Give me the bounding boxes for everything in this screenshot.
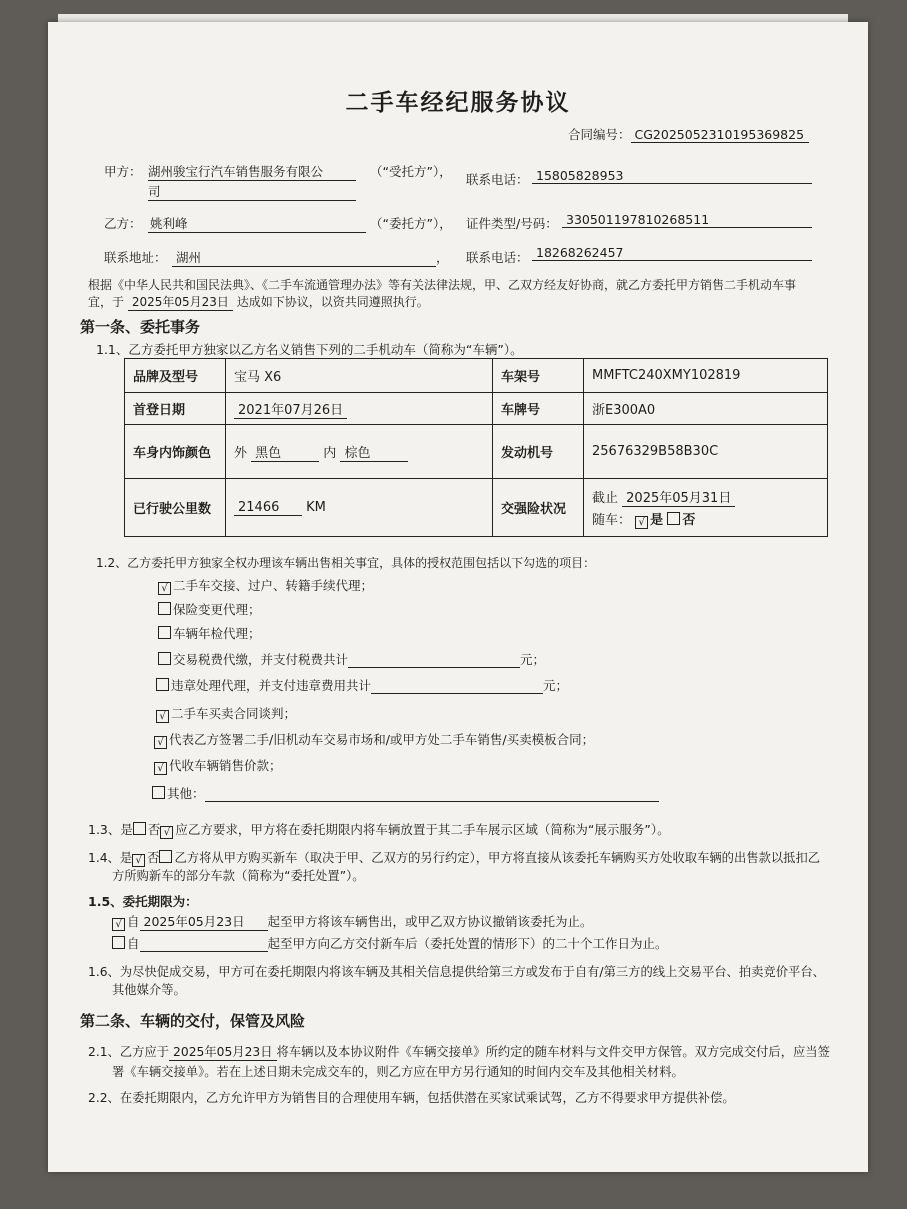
mileage-cell (226, 479, 493, 537)
party-a-role: （“受托方”）， (370, 164, 452, 179)
intro-line2-prefix: 宜，于 (88, 295, 125, 309)
clause-1-4-text: 乙方将从甲方购买新车（取决于甲、乙双方的另行约定），甲方将直接从该委托车辆购买方处收取车辆的出售款以抵扣乙 (174, 851, 821, 865)
party-a-phone: 15805828953 (532, 168, 812, 184)
plate-label: 车牌号 (493, 393, 584, 425)
exterior-color: 黑色 (251, 442, 319, 462)
brand-label: 品牌及型号 (125, 359, 226, 393)
party-b-phone: 18268262457 (532, 245, 812, 261)
auth-item-collect-payment (154, 756, 282, 775)
auth-label-inspection: 车辆年检代理； (173, 626, 261, 641)
table-row (125, 479, 828, 537)
auth-item-insurance (158, 600, 261, 618)
auth-label-collect-payment: 代收车辆销售价款； (169, 758, 282, 773)
table-row (125, 393, 828, 425)
clause-1-3-no-checkbox[interactable]: √ (160, 826, 173, 839)
auth-label-transfer: 二手车交接、过户、转籍手续代理； (173, 578, 374, 593)
term-option-1-checkbox[interactable]: √ (112, 918, 125, 931)
auth-checkbox-transfer[interactable]: √ (158, 582, 171, 595)
auth-label-other: 其他： (167, 786, 205, 801)
intro-line2-suffix: 达成如下协议，以资共同遵照执行。 (236, 295, 429, 309)
clause-2-1 (88, 1042, 830, 1061)
article2-heading: 第二条、车辆的交付，保管及风险 (80, 1012, 306, 1030)
clause-1-4-no-label: 否 (147, 851, 160, 865)
interior-label: 内 (323, 445, 337, 461)
auth-checkbox-sign-contract[interactable]: √ (154, 736, 167, 749)
auth-label-insurance: 保险变更代理； (173, 602, 261, 617)
clause-1-3-prefix: 1.3、是 (88, 822, 133, 837)
plate-value: 浙E300A0 (584, 393, 828, 425)
auth-checkbox-other[interactable] (152, 786, 165, 799)
party-b-name: 姚利峰 (148, 214, 366, 233)
vehicle-info-table (124, 358, 828, 537)
insurance-cell (584, 479, 828, 537)
clause-1-3-no-label: 否 (147, 822, 161, 837)
clause-1-4-prefix: 1.4、是 (88, 851, 133, 865)
clause-1-3-text: 应乙方要求，甲方将在委托期限内将车辆放置于其二手车展示区域（简称为“展示服务”）。 (175, 822, 670, 837)
clause-1-3 (88, 820, 670, 839)
party-a-phone-label: 联系电话： (466, 172, 529, 187)
with-car-row (592, 509, 819, 529)
contract-number-value: CG2025052310195369825 (631, 127, 809, 143)
violation-unit: 元； (543, 678, 569, 693)
auth-label-violation: 违章处理代理，并支付违章费用共计 (171, 678, 372, 693)
clause-1-6-line2: 其他媒介等。 (112, 983, 186, 997)
clause-2-1-line2: 署《车辆交接单》。若在上述日期未完成交车的，则乙方应在甲方另行通知的时间内交车及其他相关材料。 (112, 1065, 684, 1079)
clause-2-2: 2.2、在委托期限内，乙方允许甲方为销售目的合理使用车辆，包括供潜在买家试乘试驾，乙方不得要求甲方提供补偿。 (88, 1091, 735, 1105)
table-row (125, 425, 828, 479)
term-option-2-checkbox[interactable] (112, 936, 125, 949)
party-a-name-line1: 湖州骏宝行汽车销售服务有限公 (148, 162, 356, 181)
party-b-label: 乙方： (104, 216, 142, 231)
with-car-yes-label: 是 (650, 512, 664, 528)
with-car-no-label: 否 (682, 512, 696, 528)
auth-item-sign-contract (154, 730, 594, 749)
contract-number-label: 合同编号： (568, 127, 631, 142)
other-blank (205, 787, 659, 802)
party-a-name-line2: 司 (148, 182, 356, 201)
document-title: 二手车经纪服务协议 (345, 90, 571, 116)
intro-line2 (88, 293, 429, 311)
with-car-yes-checkbox[interactable]: √ (635, 516, 648, 529)
party-a-label: 甲方： (104, 164, 142, 179)
agreement-date: 2025年05月23日 (128, 293, 233, 311)
term-option-2-from: 自 (127, 936, 140, 951)
clause-1-1: 1.1、乙方委托甲方独家以乙方名义销售下列的二手机动车（简称为“车辆”）。 (96, 342, 523, 357)
interior-color: 棕色 (340, 442, 408, 462)
clause-1-5-heading: 1.5、委托期限为： (88, 894, 198, 909)
with-car-label: 随车： (592, 512, 632, 528)
auth-label-tax: 交易税费代缴，并支付税费共计 (173, 652, 349, 667)
contract-number (568, 125, 809, 143)
insurance-until-row (592, 487, 819, 507)
term-option-1 (112, 912, 593, 931)
clause-2-1-prefix: 2.1、乙方应于 (88, 1045, 170, 1059)
mileage-unit: KM (306, 499, 326, 515)
term-option-1-from: 自 (127, 914, 140, 929)
term-option-2-blank (140, 937, 268, 952)
clause-2-1-text: 将车辆以及本协议附件《车辆交接单》所约定的随车材料与文件交甲方保管。双方完成交付后，应当签 (276, 1045, 830, 1059)
auth-label-sign-contract: 代表乙方签署二手/旧机动车交易市场和/或甲方处二手车销售/买卖模板合同； (169, 732, 595, 747)
reg-date-value: 2021年07月26日 (234, 399, 347, 419)
auth-item-transfer (158, 576, 373, 595)
clause-1-2: 1.2、乙方委托甲方独家全权办理该车辆出售相关事宜，具体的授权范围包括以下勾选的项目： (96, 556, 596, 570)
auth-label-negotiation: 二手车买卖合同谈判； (171, 706, 297, 721)
address-comma: ， (436, 250, 449, 265)
engine-value: 25676329B58B30C (584, 425, 828, 479)
term-option-2-text: 起至甲方向乙方交付新车后（委托处置的情形下）的二十个工作日为止。 (267, 936, 668, 951)
auth-checkbox-tax[interactable] (158, 652, 171, 665)
auth-item-violation (156, 676, 568, 694)
violation-amount-blank (371, 679, 543, 694)
reg-date-cell (226, 393, 493, 425)
auth-checkbox-collect-payment[interactable]: √ (154, 762, 167, 775)
clause-1-4-line2: 方所购新车的部分车款（简称为“委托处置”）。 (112, 869, 365, 883)
term-option-1-date: 2025年05月23日 (140, 912, 268, 931)
exterior-label: 外 (234, 445, 248, 461)
party-b-role: （“委托方”）， (370, 216, 452, 231)
tax-amount-blank (348, 653, 520, 668)
engine-label: 发动机号 (493, 425, 584, 479)
insurance-until-date: 2025年05月31日 (622, 487, 735, 507)
insurance-until-label: 截止 (592, 490, 619, 506)
contract-page (48, 22, 868, 1172)
auth-item-inspection (158, 624, 261, 642)
auth-checkbox-negotiation[interactable]: √ (156, 710, 169, 723)
clause-1-4-no-checkbox[interactable] (159, 850, 172, 863)
term-option-1-text: 起至甲方将该车辆售出，或甲乙双方协议撤销该委托为止。 (267, 914, 593, 929)
auth-item-other (152, 784, 659, 802)
article1-heading: 第一条、委托事务 (80, 318, 201, 336)
party-b-id: 330501197810268511 (562, 212, 812, 228)
party-b-phone-label: 联系电话： (466, 250, 529, 265)
auth-checkbox-inspection[interactable] (158, 626, 171, 639)
term-option-2 (112, 934, 668, 952)
insurance-label: 交强险状况 (493, 479, 584, 537)
auth-checkbox-insurance[interactable] (158, 602, 171, 615)
address-value: 湖州 (172, 248, 436, 267)
color-label: 车身内饰颜色 (125, 425, 226, 479)
auth-item-tax (158, 650, 545, 668)
vin-label: 车架号 (493, 359, 584, 393)
tax-unit: 元； (520, 652, 546, 667)
clause-1-3-yes-checkbox[interactable] (133, 822, 146, 835)
delivery-date: 2025年05月23日 (169, 1042, 276, 1061)
reg-date-label: 首登日期 (125, 393, 226, 425)
clause-1-4-yes-checkbox[interactable]: √ (132, 854, 145, 867)
with-car-no-checkbox[interactable] (667, 512, 680, 525)
brand-value: 宝马 X6 (226, 359, 493, 393)
auth-checkbox-violation[interactable] (156, 678, 169, 691)
clause-1-6-line1: 1.6、为尽快促成交易，甲方可在委托期限内将该车辆及其相关信息提供给第三方或发布于自有/第三方的线上交易平台、拍卖竞价平台、 (88, 965, 825, 979)
intro-line1: 根据《中华人民共和国民法典》、《二手车流通管理办法》等有关法律法规，甲、乙双方经友好协商，就乙方委托甲方销售二手机动车事 (88, 278, 797, 292)
mileage-value: 21466 (234, 500, 302, 516)
color-cell (226, 425, 493, 479)
table-row (125, 359, 828, 393)
clause-1-4 (88, 848, 820, 867)
vin-value: MMFTC240XMY102819 (584, 359, 828, 393)
mileage-label: 已行驶公里数 (125, 479, 226, 537)
address-label: 联系地址： (104, 250, 167, 265)
auth-item-negotiation (156, 704, 296, 723)
party-b-id-label: 证件类型/号码： (466, 216, 558, 231)
